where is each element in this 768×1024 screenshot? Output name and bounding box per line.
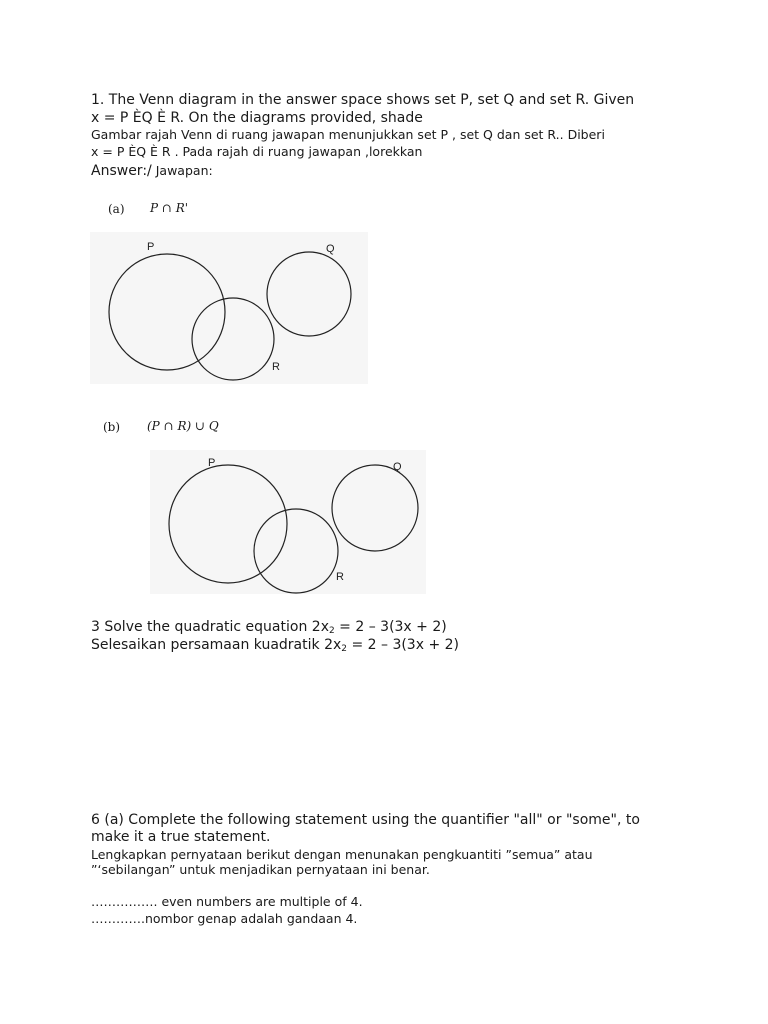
q6-text-line-1: 6 (a) Complete the following statement using the quantifier "all" or "some", to: [91, 812, 640, 828]
set-r-label: R: [272, 361, 280, 373]
venn-diagram-a: [90, 232, 368, 384]
q3-text-line-2: Selesaikan persamaan kuadratik $2x_2 = 2 - 3(3x + 2)$: [91, 637, 459, 654]
set-q-circle: [332, 465, 418, 551]
set-r-circle: [254, 509, 338, 593]
q1-text-line-2: x = P ÈQ È R. On the diagrams provided, shade: [91, 110, 423, 126]
q1-text-line-4: x = P ÈQ È R . Pada rajah di ruang jawapan ,lorekkan: [91, 144, 423, 159]
q6-text-line-3: Lengkapkan pernyataan berikut dengan menunakan pengkuantiti ”semua” atau: [91, 847, 593, 862]
part-b-expression: (P ∩ R) ∪ Q: [147, 419, 219, 433]
part-a-label: (a): [108, 202, 125, 216]
set-p-label: P: [147, 241, 155, 253]
q6-statement-english: ……………. even numbers are multiple of 4.: [91, 894, 363, 909]
answer-label-malay: Jawapan:: [151, 163, 213, 178]
set-r-circle: [192, 298, 274, 380]
q6-text-line-2: make it a true statement.: [91, 829, 271, 845]
set-q-label: Q: [393, 461, 402, 473]
venn-diagram-b: [150, 450, 426, 594]
set-q-circle: [267, 252, 351, 336]
q1-text-line-3: Gambar rajah Venn di ruang jawapan menunjukkan set P , set Q dan set R.. Diberi: [91, 127, 605, 142]
set-p-label: P: [208, 457, 216, 469]
part-b-label: (b): [103, 420, 121, 434]
part-a-expression: P ∩ R': [150, 201, 189, 215]
answer-label: Answer:/: [91, 163, 152, 179]
set-p-circle: [169, 465, 287, 583]
set-r-label: R: [336, 571, 344, 583]
answer-label-row: [91, 160, 213, 179]
q1-text-line-1: 1. The Venn diagram in the answer space shows set P, set Q and set R. Given: [91, 92, 635, 108]
set-q-label: Q: [326, 243, 335, 255]
q3-text-line-1: 3 Solve the quadratic equation $2x_2 = 2 - 3(3x + 2)$: [91, 619, 447, 636]
q6-text-line-4: ”‘sebilangan” untuk menjadikan pernyataan ini benar.: [91, 862, 430, 877]
set-p-circle: [109, 254, 225, 370]
q6-statement-malay: ………….nombor genap adalah gandaan 4.: [91, 911, 358, 926]
